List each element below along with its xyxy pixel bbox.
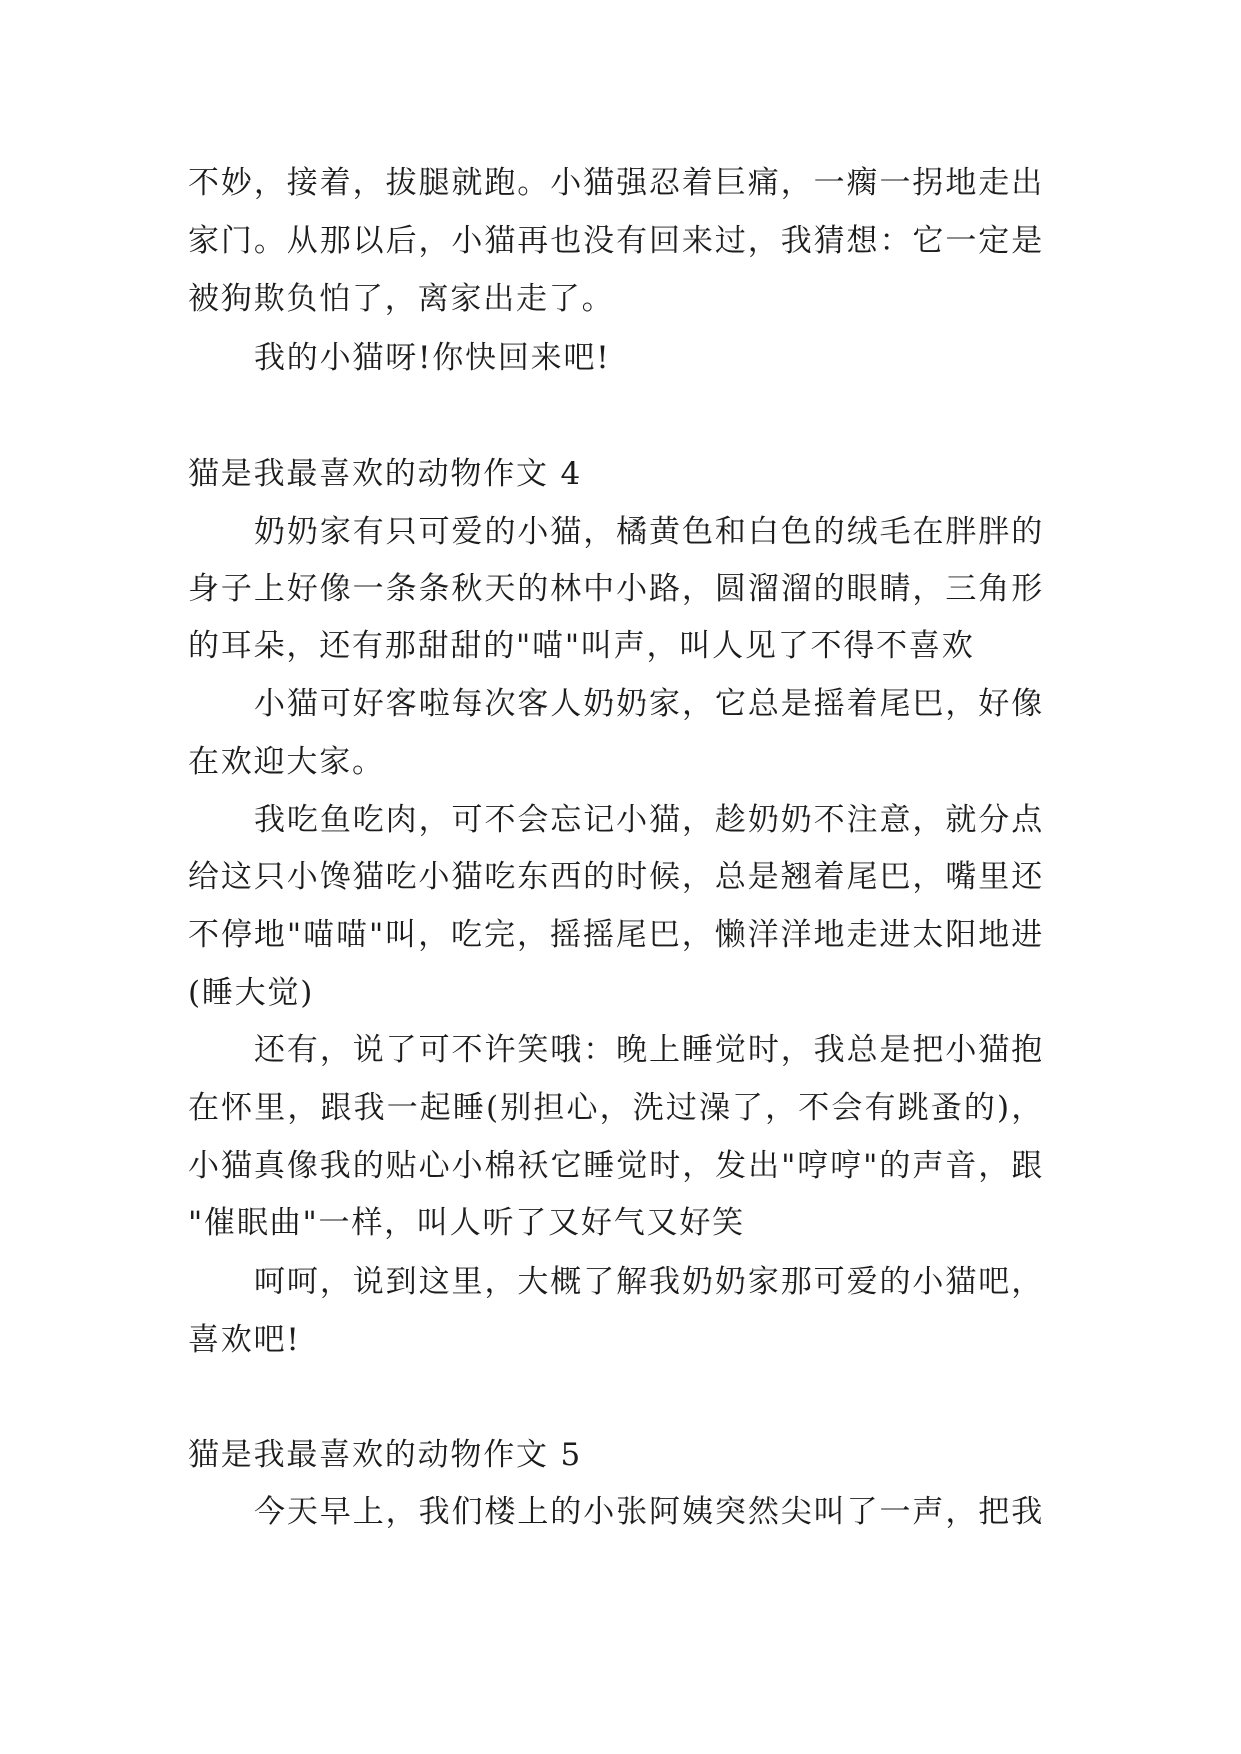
text-line: "催眠曲"一样，叫人听了又好气又好笑 — [188, 1205, 745, 1241]
text-line: 呵呵，说到这里，大概了解我奶奶家那可爱的小猫吧， — [254, 1264, 1044, 1300]
text-line: 奶奶家有只可爱的小猫，橘黄色和白色的绒毛在胖胖的 — [254, 514, 1044, 550]
text-line: 小猫可好客啦每次客人奶奶家，它总是摇着尾巴，好像 — [254, 686, 1044, 722]
text-line: 给这只小馋猫吃小猫吃东西的时候，总是翘着尾巴，嘴里还 — [188, 859, 1044, 895]
section-heading: 猫是我最喜欢的动物作文 5 — [188, 1437, 582, 1473]
text-line: 家门。从那以后，小猫再也没有回来过，我猜想：它一定是 — [188, 223, 1044, 259]
text-line: 在欢迎大家。 — [188, 744, 385, 780]
text-line: 今天早上，我们楼上的小张阿姨突然尖叫了一声，把我 — [254, 1494, 1044, 1530]
text-line: (睡大觉) — [188, 975, 315, 1011]
text-line: 在怀里，跟我一起睡(别担心，洗过澡了，不会有跳蚤的)， — [188, 1090, 1044, 1126]
text-line: 我吃鱼吃肉，可不会忘记小猫，趁奶奶不注意，就分点 — [254, 802, 1044, 838]
text-line: 不停地"喵喵"叫，吃完，摇摇尾巴，懒洋洋地走进太阳地进 — [188, 917, 1044, 953]
text-line: 身子上好像一条条秋天的林中小路，圆溜溜的眼睛，三角形 — [188, 571, 1044, 607]
text-line: 被狗欺负怕了，离家出走了。 — [188, 281, 615, 317]
text-line: 小猫真像我的贴心小棉袄它睡觉时，发出"哼哼"的声音，跟 — [188, 1148, 1044, 1184]
section-heading: 猫是我最喜欢的动物作文 4 — [188, 456, 582, 492]
text-line: 还有，说了可不许笑哦：晚上睡觉时，我总是把小猫抱 — [254, 1032, 1044, 1068]
text-line: 喜欢吧! — [188, 1322, 301, 1358]
text-line: 不妙，接着，拔腿就跑。小猫强忍着巨痛，一瘸一拐地走出 — [188, 165, 1044, 201]
text-line: 我的小猫呀!你快回来吧! — [254, 340, 611, 376]
text-line: 的耳朵，还有那甜甜的"喵"叫声，叫人见了不得不喜欢 — [188, 628, 975, 664]
